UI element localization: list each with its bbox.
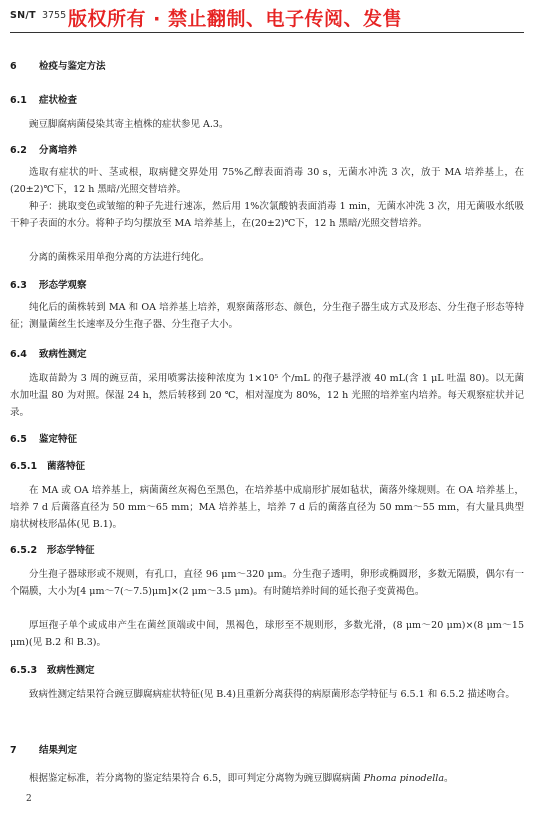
- paragraph-6-5-2-1: 分生孢子器球形或不规则，有孔口，直径 96 μm～320 μm。分生孢子透明，卵形或椭圆形，多数无隔膜，偶尔有一个隔膜，大小为[4 μm～7(～7.5)μm]×(2 μm～3.5 μm)。有时随培养时间的延长孢子变黄褐色。: [10, 569, 524, 597]
- standard-code: [10, 10, 66, 21]
- standard-number: 3755: [41, 10, 67, 21]
- section-7-heading: [10, 742, 77, 756]
- section-number: 6.1: [10, 95, 27, 106]
- section-title: 形态学观察: [39, 280, 87, 291]
- paragraph-6-3: 纯化后的菌株转到 MA 和 OA 培养基上培养，观察菌落形态、颜色，分生孢子器生成方式及形态、分生孢子形态等特征；测量菌丝生长速率及分生孢子器、分生孢子大小。: [10, 302, 524, 330]
- section-title: 结果判定: [39, 745, 78, 756]
- copyright-watermark: 版权所有 · 禁止翻制、电子传阅、发售: [68, 8, 402, 30]
- section-title: 菌落特征: [47, 461, 86, 472]
- section-number: 6.4: [10, 349, 27, 360]
- species-name: Phoma pinodella: [363, 773, 444, 784]
- section-6-5-heading: [10, 431, 77, 445]
- paragraph-6-2-3: 分离的菌株采用单孢分离的方法进行纯化。: [29, 252, 210, 263]
- section-number: 6: [10, 61, 17, 72]
- paragraph-6-4: 选取苗龄为 3 周的豌豆苗，采用喷雾法接种浓度为 1×10⁵ 个/mL 的孢子悬浮液 40 mL(含 1 μL 吐温 80)。以无菌水加吐温 80 为对照。保湿 24 h，然后转移到 20 ℃，相对湿度为 80%，12 h 光照的培养室内培养。每天观察症状并记录。: [10, 373, 524, 418]
- section-6-5-2-heading: [10, 542, 95, 556]
- paragraph-6-5-3: 致病性测定结果符合豌豆脚腐病症状特征(见 B.4)且重新分离获得的病原菌形态学特征与 6.5.1 和 6.5.2 描述吻合。: [29, 689, 515, 700]
- section-6-4-heading: [10, 346, 87, 360]
- section-number: 6.2: [10, 145, 27, 156]
- section-title: 检疫与鉴定方法: [39, 61, 106, 72]
- section-number: 6.5: [10, 434, 27, 445]
- section-title: 鉴定特征: [39, 434, 78, 445]
- paragraph-6-5-2-2: 厚垣孢子单个或成串产生在菌丝顶端或中间，黑褐色，球形至不规则形，多数光滑，(8 μm～20 μm)×(8 μm～15 μm)(见 B.2 和 B.3)。: [10, 620, 524, 648]
- section-number: 6.3: [10, 280, 27, 291]
- section-number: 6.5.3: [10, 665, 38, 676]
- paragraph-7-end: 。: [443, 773, 454, 784]
- section-6-2-heading: [10, 142, 77, 156]
- header-divider: [10, 32, 524, 33]
- paragraph-6-2-1: 选取有症状的叶、茎或根，取病健交界处用 75%乙醇表面消毒 30 s，无菌水冲洗 3 次，放于 MA 培养基上，在(20±2)℃下，12 h 黑暗/光照交替培养。: [10, 167, 524, 195]
- section-6-3-heading: [10, 277, 87, 291]
- section-6-1-heading: [10, 92, 77, 106]
- paragraph-7-text: 根据鉴定标准，若分离物的鉴定结果符合 6.5，即可判定分离物为豌豆脚腐病菌: [29, 773, 364, 784]
- section-title: 致病性测定: [39, 349, 87, 360]
- section-number: 7: [10, 745, 17, 756]
- section-6-heading: [10, 58, 106, 72]
- standard-prefix: SN/T: [10, 10, 36, 21]
- section-number: 6.5.2: [10, 545, 38, 556]
- section-6-5-1-heading: [10, 458, 85, 472]
- paragraph-6-5-1: 在 MA 或 OA 培养基上，病菌菌丝灰褐色至黑色，在培养基中成扇形扩展如毡状，菌落外缘规则。在 OA 培养基上，培养 7 d 后菌落直径为 50 mm～65 mm；MA 培养基上，培养 7 d 后的菌落直径为 50 mm～55 mm，有大量具典型扇状树枝形晶体(见 B.1)。: [10, 485, 524, 530]
- section-title: 致病性测定: [47, 665, 95, 676]
- section-number: 6.5.1: [10, 461, 38, 472]
- section-title: 症状检查: [39, 95, 78, 106]
- paragraph-6-1: 豌豆脚腐病菌侵染其寄主植株的症状参见 A.3。: [29, 119, 229, 130]
- paragraph-6-2-2: 种子：挑取变色或皱缩的种子先进行速冻，然后用 1%次氯酸钠表面消毒 1 min，无菌水冲洗 3 次，用无菌吸水纸吸干种子表面的水分。将种子均匀摆放至 MA 培养基上，在(20±2)℃下，12 h 黑暗/光照交替培养。: [10, 201, 524, 229]
- section-title: 分离培养: [39, 145, 78, 156]
- page-number: 2: [26, 794, 32, 804]
- paragraph-7: [10, 770, 524, 787]
- section-title: 形态学特征: [47, 545, 95, 556]
- section-6-5-3-heading: [10, 662, 95, 676]
